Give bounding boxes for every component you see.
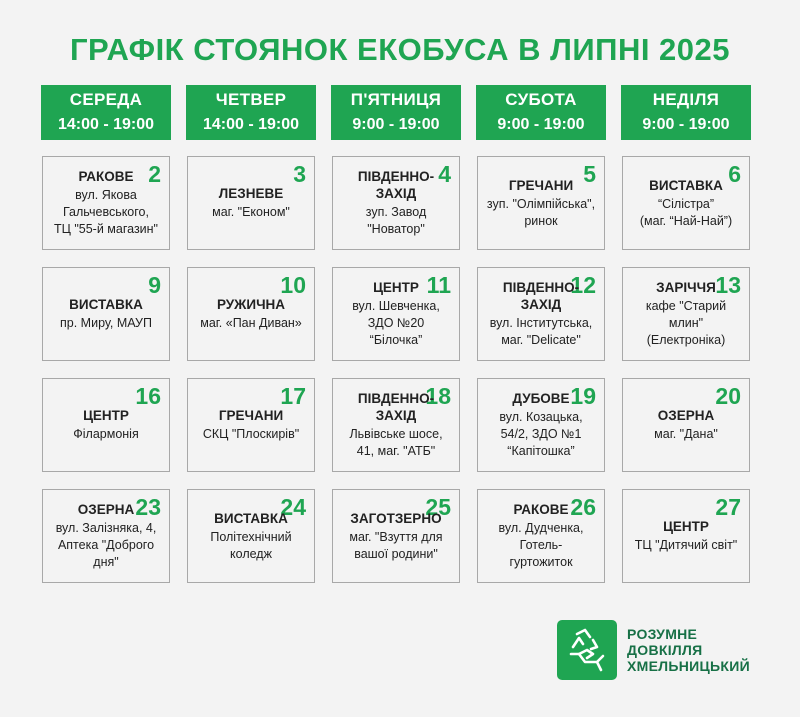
schedule-cell [187,489,315,583]
date-number: 27 [715,494,741,520]
stop-district: ЗАРІЧЧЯ [656,280,716,295]
day-name: П'ЯТНИЦЯ [350,90,442,109]
stop-address: вул. Інститутська, маг. "Delicate" [489,316,593,347]
stop-district: ПІВДЕННО- ЗАХІД [357,169,435,201]
date-number: 16 [135,383,161,409]
schedule-cell [622,489,750,583]
schedule-cell [332,378,460,472]
day-time: 9:00 - 19:00 [642,116,730,133]
stop-district: РАКОВЕ [513,502,569,517]
day-time: 9:00 - 19:00 [352,116,440,133]
day-time: 14:00 - 19:00 [202,116,300,133]
date-number: 19 [570,383,596,409]
stop-district: РУЖИЧНА [216,297,286,312]
stop-address: маг. «Пан Диван» [200,316,302,330]
schedule-cell [187,156,315,250]
stop-district: РАКОВЕ [78,169,134,184]
day-header-saturday [476,85,606,140]
schedule-cell [477,378,605,472]
stop-district: ПІВДЕННО- ЗАХІД [502,280,580,312]
day-header-wednesday [41,85,171,140]
stop-address: Львівське шосе, 41, маг. "АТБ" [349,427,443,458]
schedule-cell [477,267,605,361]
date-number: 17 [280,383,306,409]
date-number: 26 [570,494,596,520]
stop-address: вул. Дудченка, Готель- гуртожиток [498,521,584,569]
stop-district: ЦЕНТР [373,280,419,295]
brand-line: ДОВКІЛЛЯ [627,642,703,658]
schedule-cell [187,378,315,472]
date-number: 18 [425,383,451,409]
schedule-cell [42,489,170,583]
day-name: ЧЕТВЕР [215,90,287,109]
date-number: 24 [280,494,306,520]
stop-district: ЛЕЗНЕВЕ [218,186,284,201]
stop-address: кафе "Старий млин" (Електроніка) [645,299,727,347]
stop-address: Філармонія [73,427,139,441]
stop-address: зуп. "Олімпійська", ринок [486,196,596,228]
date-number: 4 [438,161,451,187]
date-number: 10 [280,272,306,298]
date-number: 12 [570,272,596,298]
stop-address: вул. Шевченка, ЗДО №20 “Білочка” [352,299,440,347]
stop-district: ЦЕНТР [83,408,129,423]
schedule-cell [187,267,315,361]
stop-address: маг. "Економ" [212,205,290,219]
date-number: 5 [583,161,596,187]
stop-address: маг. "Взуття для вашої родини" [349,529,443,561]
stop-district: ГРЕЧАНИ [508,177,574,193]
stop-address: ТЦ "Дитячий світ" [634,538,738,552]
stop-district: ВИСТАВКА [69,297,143,312]
date-number: 2 [148,161,161,187]
day-name: НЕДІЛЯ [652,90,720,109]
date-number: 20 [715,383,741,409]
stop-district: ОЗЕРНА [657,408,715,423]
day-time: 9:00 - 19:00 [497,116,585,133]
schedule-cell [332,156,460,250]
stop-district: ГРЕЧАНИ [218,408,284,423]
schedule-cell [477,489,605,583]
brand-line: РОЗУМНЕ [627,626,698,642]
stop-address: вул. Козацька, 54/2, ЗДО №1 “Капітошка” [499,410,583,458]
stop-address: маг. "Дана" [654,427,718,441]
date-number: 23 [135,494,161,520]
stop-district: ПІВДЕННО- ЗАХІД [357,391,435,423]
day-time: 14:00 - 19:00 [57,116,155,133]
brand-line: ХМЕЛЬНИЦЬКИЙ [627,658,750,674]
day-header-thursday [186,85,316,140]
date-number: 11 [426,272,451,298]
day-name: СЕРЕДА [69,90,143,109]
date-number: 6 [728,161,741,187]
schedule-cell [477,156,605,250]
stop-address: СКЦ "Плоскирів" [202,427,300,441]
schedule-cell [622,378,750,472]
stop-district: ВИСТАВКА [214,510,288,526]
schedule-cell [42,156,170,250]
day-header-friday [331,85,461,140]
stop-district: ОЗЕРНА [77,502,135,517]
stop-district: ЦЕНТР [663,519,709,534]
stop-district: ВИСТАВКА [649,177,723,193]
page-title: ГРАФІК СТОЯНОК ЕКОБУСА В ЛИПНІ 2025 [69,32,731,67]
stop-address: вул. Залізняка, 4, Аптека "Доброго дня" [55,521,157,569]
date-number: 9 [148,272,161,298]
brand-name [627,626,750,674]
day-header-sunday [621,85,751,140]
schedule-cell [622,267,750,361]
stop-district: ЗАГОТЗЕРНО [350,510,442,526]
schedule-cell [42,378,170,472]
stop-district: ДУБОВЕ [512,391,570,406]
day-name: СУБОТА [505,90,577,109]
date-number: 3 [293,161,306,187]
stop-address: пр. Миру, МАУП [60,316,152,330]
schedule-cell [42,267,170,361]
date-number: 13 [715,272,741,298]
schedule-cell [622,156,750,250]
recycle-hand-icon [557,620,617,680]
stop-address: Політехнічний коледж [210,529,292,561]
stop-address: “Сілістра” (маг. “Най-Най”) [639,196,733,228]
schedule-cell [332,267,460,361]
schedule-cell [332,489,460,583]
stop-address: вул. Якова Гальчевського, ТЦ "55-й магазин" [53,188,158,236]
date-number: 25 [425,494,451,520]
stop-address: зуп. Завод "Новатор" [365,205,427,236]
